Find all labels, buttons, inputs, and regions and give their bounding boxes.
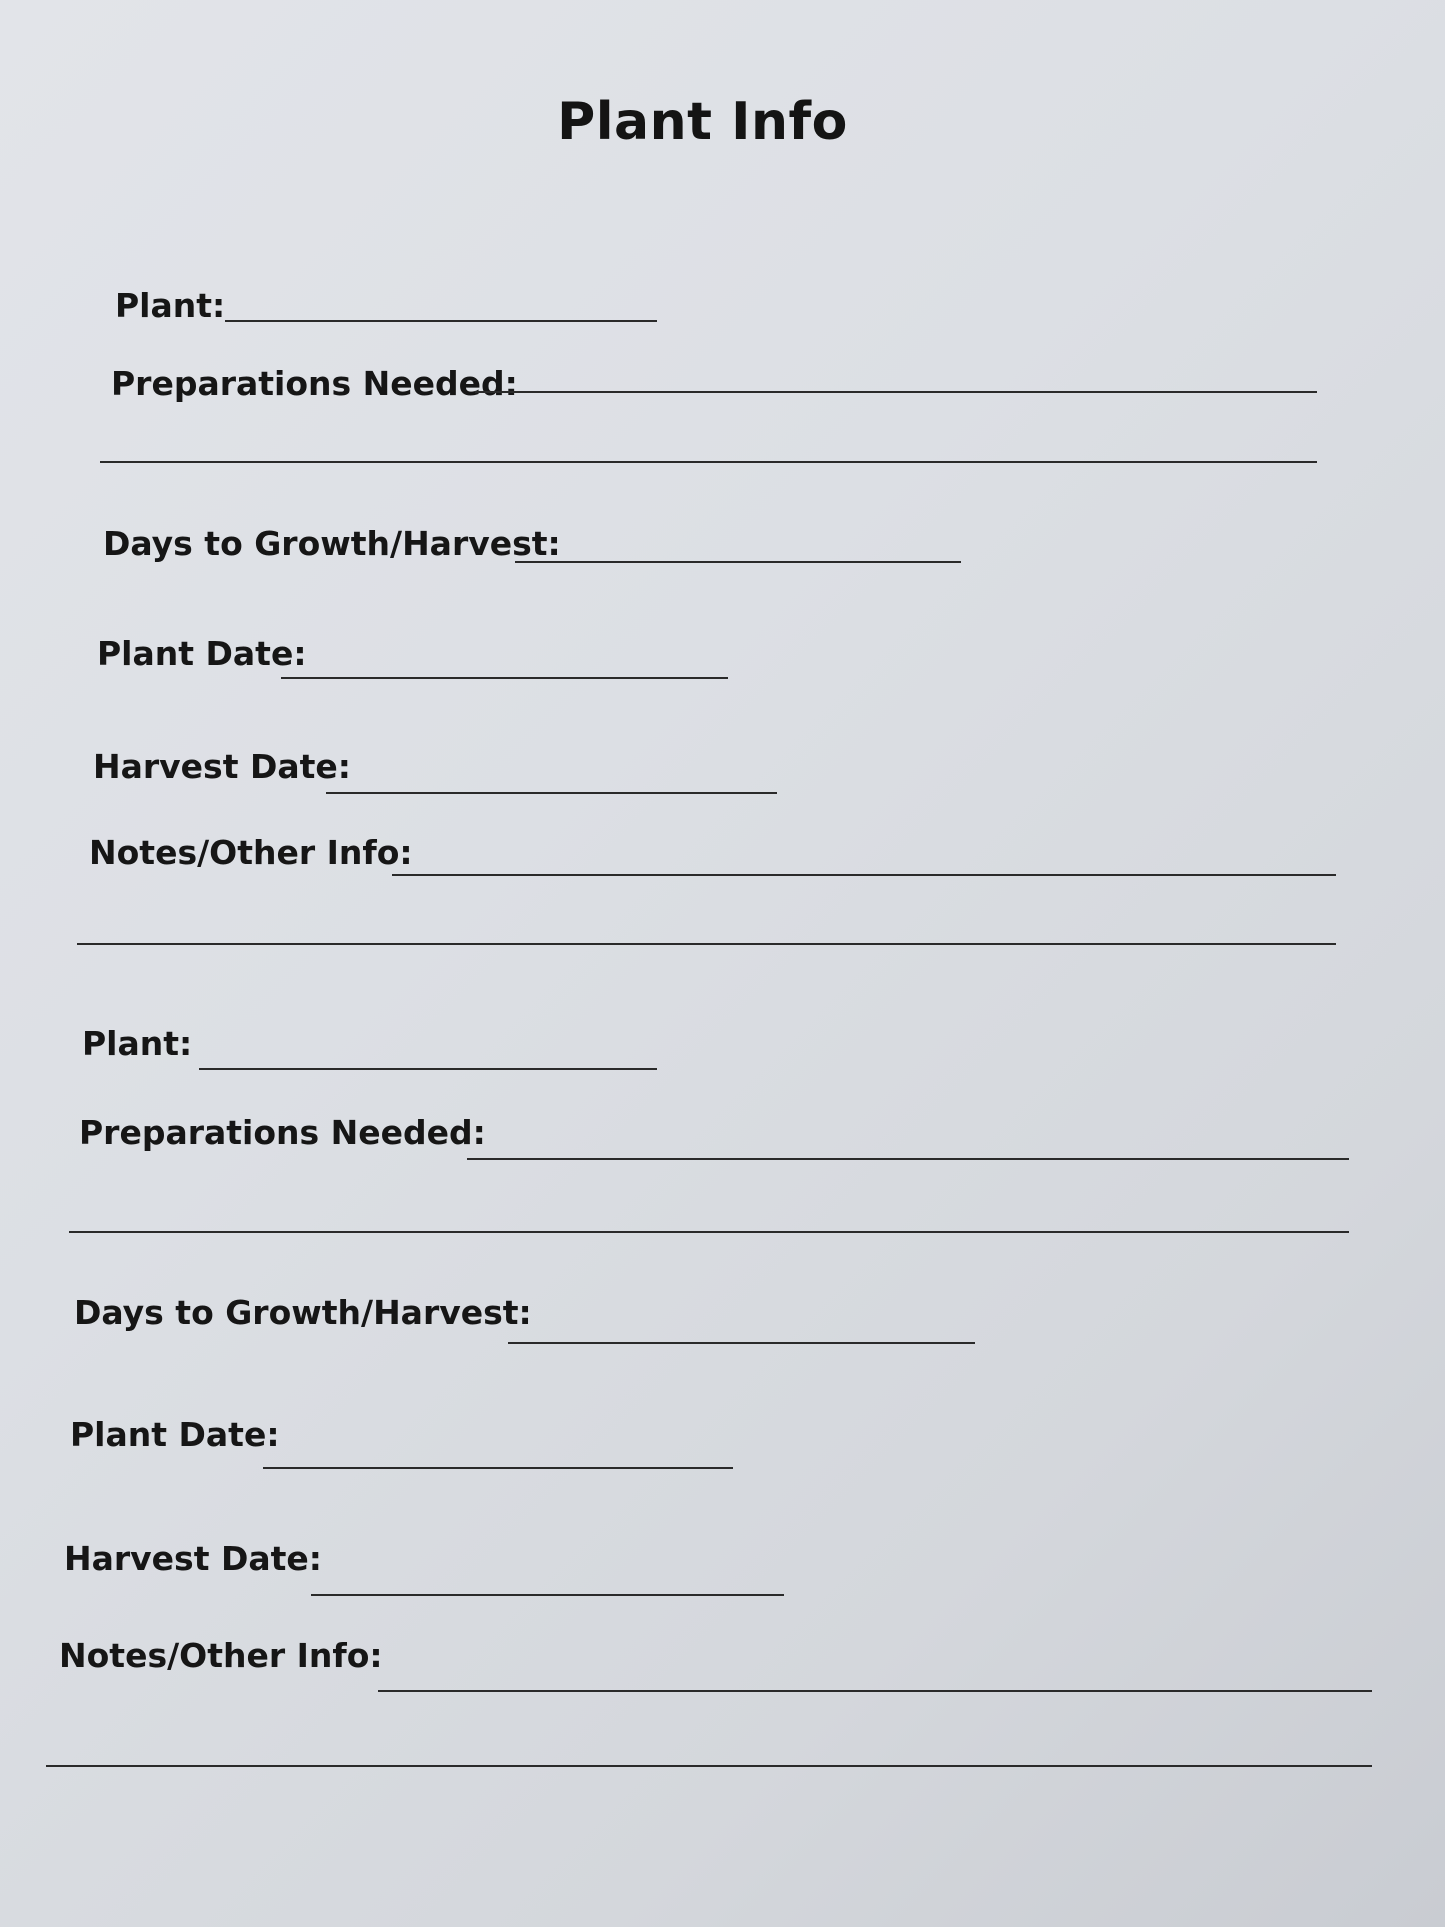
plant-date-label: Plant Date: <box>97 634 307 673</box>
preparations-field-continued[interactable] <box>100 461 1317 463</box>
preparations-field[interactable] <box>475 391 1317 393</box>
plant-field[interactable] <box>199 1068 657 1070</box>
page-title: Plant Info <box>557 92 848 152</box>
notes-field[interactable] <box>378 1690 1372 1692</box>
harvest-date-label: Harvest Date: <box>64 1539 322 1578</box>
preparations-field[interactable] <box>467 1158 1349 1160</box>
plant-label: Plant: <box>115 286 226 325</box>
days-to-harvest-field[interactable] <box>515 561 961 563</box>
harvest-date-field[interactable] <box>326 792 777 794</box>
notes-field-continued[interactable] <box>46 1765 1372 1767</box>
plant-field[interactable] <box>225 320 657 322</box>
days-to-harvest-label: Days to Growth/Harvest: <box>74 1293 532 1332</box>
harvest-date-label: Harvest Date: <box>93 747 351 786</box>
notes-field-continued[interactable] <box>77 943 1336 945</box>
notes-label: Notes/Other Info: <box>59 1636 383 1675</box>
notes-label: Notes/Other Info: <box>89 833 413 872</box>
preparations-label: Preparations Needed: <box>79 1113 486 1152</box>
preparations-field-continued[interactable] <box>69 1231 1349 1233</box>
preparations-label: Preparations Needed: <box>111 364 518 403</box>
notes-field[interactable] <box>392 874 1336 876</box>
plant-date-label: Plant Date: <box>70 1415 280 1454</box>
harvest-date-field[interactable] <box>311 1594 784 1596</box>
plant-label: Plant: <box>82 1024 193 1063</box>
days-to-harvest-label: Days to Growth/Harvest: <box>103 524 561 563</box>
plant-date-field[interactable] <box>281 677 728 679</box>
days-to-harvest-field[interactable] <box>508 1342 975 1344</box>
plant-date-field[interactable] <box>263 1467 733 1469</box>
